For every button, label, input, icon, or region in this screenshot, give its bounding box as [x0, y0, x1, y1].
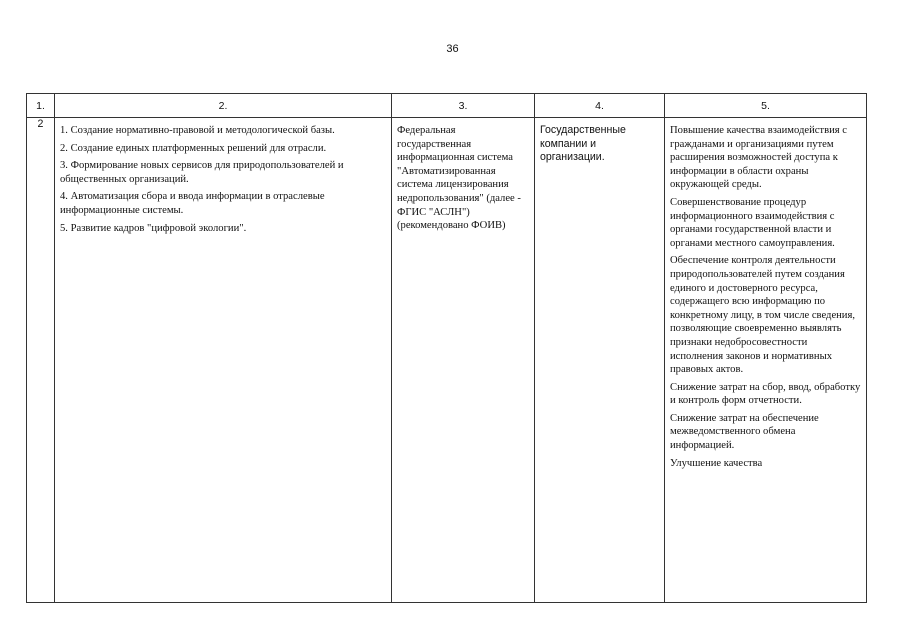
page-number: 36 — [446, 43, 459, 55]
task-item: 3. Формирование новых сервисов для природопользователей и общественных организаций. — [60, 160, 344, 185]
participants-cell — [535, 118, 665, 603]
table-header-row — [27, 94, 867, 118]
effect-item: Совершенствование процедур информационного взаимодействия с органами государственной власти и органами местного самоуправления. — [670, 196, 835, 249]
effect-item: Снижение затрат на сбор, ввод, обработку и контроль форм отчетности. — [670, 381, 861, 407]
header-col-2: 2. — [55, 94, 392, 118]
header-col-4: 4. — [535, 94, 665, 118]
header-col-1: 1. — [27, 94, 55, 118]
system-text: Федеральная государственная информационная система "Автоматизированная система лицензирования недропользования" (далее - ФГИС "АСЛН") (рекомендовано ФОИВ) — [397, 125, 521, 232]
effect-item: Обеспечение контроля деятельности природопользователей путем создания единого и достоверного ресурса, содержащего всю информацию по конкретному лицу, в том числе сведения, позволяющие своевременно выявлять признаки недобросовестности исполнения законов и нормативных правовых актов. — [670, 255, 856, 376]
system-cell — [392, 118, 535, 603]
header-col-5: 5. — [665, 94, 867, 118]
task-item: 5. Развитие кадров "цифровой экологии". — [60, 222, 247, 234]
document-table — [26, 93, 867, 603]
task-item: 1. Создание нормативно-правовой и методологической базы. — [60, 125, 335, 136]
effects-cell — [665, 118, 867, 603]
task-item: 4. Автоматизация сбора и ввода информации в отраслевые информационные системы. — [60, 191, 325, 216]
tasks-cell — [55, 118, 392, 603]
effect-item: Повышение качества взаимодействия с гражданами и организациями путем расширения возможностей доступа к информации в области охраны окружающей среды. — [670, 125, 847, 191]
row-number: 2 — [27, 118, 55, 603]
participants-text: Государственные компании и организации. — [540, 124, 626, 164]
effect-item: Улучшение качества — [670, 457, 763, 469]
effect-item: Снижение затрат на обеспечение межведомственного обмена информацией. — [670, 412, 819, 452]
table-row — [27, 118, 867, 603]
task-item: 2. Создание единых платформенных решений для отрасли. — [60, 142, 327, 154]
header-col-3: 3. — [392, 94, 535, 118]
